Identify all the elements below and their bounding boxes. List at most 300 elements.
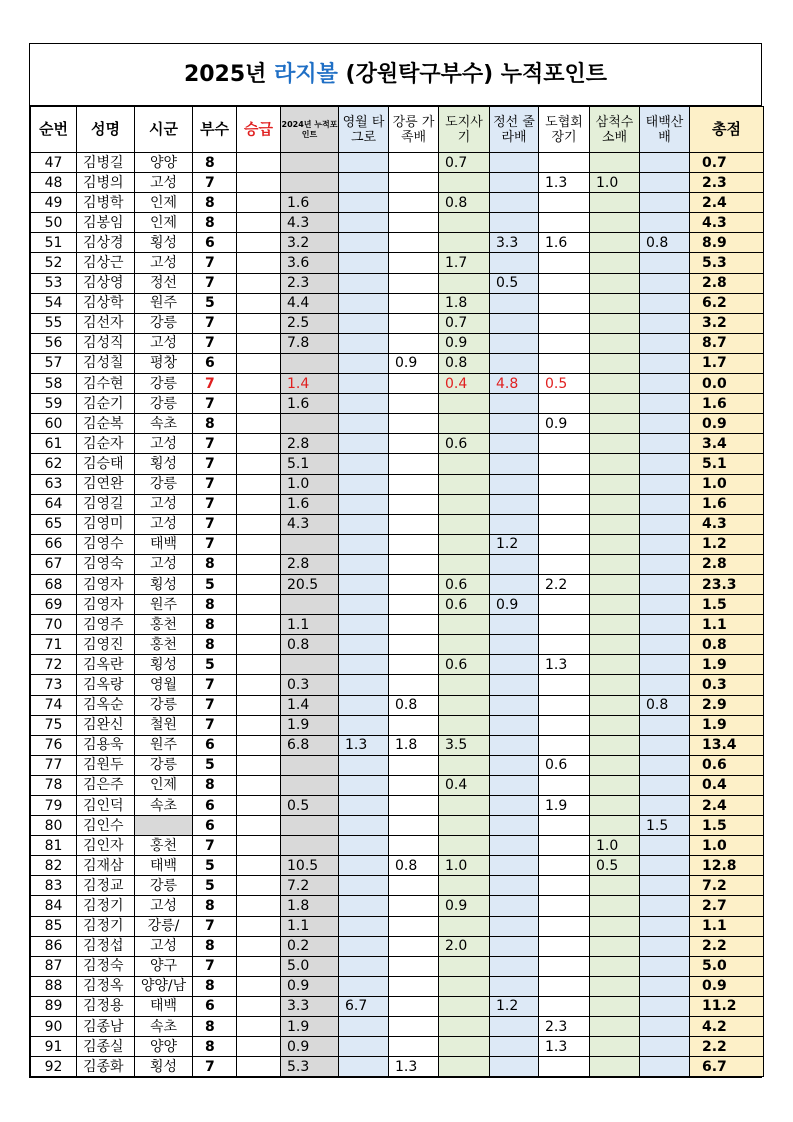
row-taebaeksan <box>640 1057 690 1077</box>
row-governor-cup <box>439 173 490 193</box>
row-jeongseon: 3.3 <box>490 233 539 253</box>
row-taebaeksan <box>640 394 690 414</box>
row-jeongseon <box>490 1017 539 1037</box>
row-city: 태백 <box>135 856 193 876</box>
row-association-cup <box>539 193 590 213</box>
row-division: 8 <box>193 896 237 916</box>
header-gangneung: 강릉 가족배 <box>389 107 439 153</box>
row-number: 77 <box>31 755 77 775</box>
row-number: 72 <box>31 655 77 675</box>
row-division: 7 <box>193 474 237 494</box>
row-gangneung <box>389 876 439 896</box>
row-gangneung <box>389 916 439 936</box>
row-city: 횡성 <box>135 454 193 474</box>
row-total: 5.0 <box>690 956 764 976</box>
row-division: 8 <box>193 1017 237 1037</box>
row-number: 86 <box>31 936 77 956</box>
row-taebaeksan <box>640 434 690 454</box>
row-association-cup <box>539 635 590 655</box>
row-samcheok <box>590 996 640 1016</box>
row-2024-points: 1.6 <box>281 394 339 414</box>
row-city: 고성 <box>135 173 193 193</box>
row-city: 고성 <box>135 936 193 956</box>
table-row <box>31 394 764 414</box>
row-samcheok <box>590 896 640 916</box>
row-name: 김원두 <box>77 755 135 775</box>
row-number: 84 <box>31 896 77 916</box>
row-jeongseon <box>490 675 539 695</box>
row-taebaeksan <box>640 153 690 173</box>
row-association-cup <box>539 715 590 735</box>
row-association-cup <box>539 394 590 414</box>
row-taebaeksan <box>640 414 690 434</box>
row-association-cup: 1.6 <box>539 233 590 253</box>
row-gangneung <box>389 816 439 836</box>
row-name: 김영진 <box>77 635 135 655</box>
row-promotion <box>237 675 281 695</box>
row-promotion <box>237 534 281 554</box>
row-total: 2.2 <box>690 936 764 956</box>
row-yeongwol <box>339 233 389 253</box>
row-promotion <box>237 836 281 856</box>
row-division: 8 <box>193 414 237 434</box>
row-2024-points: 5.0 <box>281 956 339 976</box>
row-division: 7 <box>193 394 237 414</box>
row-number: 83 <box>31 876 77 896</box>
row-total: 2.4 <box>690 193 764 213</box>
row-name: 김정섭 <box>77 936 135 956</box>
table-row <box>31 595 764 615</box>
row-promotion <box>237 273 281 293</box>
row-2024-points <box>281 816 339 836</box>
row-gangneung <box>389 153 439 173</box>
page-title <box>30 44 761 106</box>
row-association-cup <box>539 534 590 554</box>
row-yeongwol <box>339 374 389 394</box>
row-number: 55 <box>31 313 77 333</box>
row-promotion <box>237 816 281 836</box>
row-total: 0.7 <box>690 153 764 173</box>
row-promotion <box>237 896 281 916</box>
row-name: 김승태 <box>77 454 135 474</box>
row-jeongseon <box>490 574 539 594</box>
row-number: 74 <box>31 695 77 715</box>
row-name: 김순자 <box>77 434 135 454</box>
row-name: 김정기 <box>77 916 135 936</box>
row-total: 1.5 <box>690 595 764 615</box>
row-division: 8 <box>193 936 237 956</box>
row-total: 2.3 <box>690 173 764 193</box>
row-city: 고성 <box>135 333 193 353</box>
row-taebaeksan <box>640 796 690 816</box>
row-promotion <box>237 916 281 936</box>
row-taebaeksan <box>640 755 690 775</box>
row-taebaeksan <box>640 333 690 353</box>
row-number: 71 <box>31 635 77 655</box>
points-sheet <box>29 43 762 1078</box>
row-samcheok <box>590 293 640 313</box>
row-name: 김용욱 <box>77 735 135 755</box>
row-yeongwol <box>339 976 389 996</box>
row-city: 홍천 <box>135 836 193 856</box>
row-samcheok <box>590 434 640 454</box>
header-division: 부수 <box>193 107 237 153</box>
row-name: 김영숙 <box>77 554 135 574</box>
row-number: 49 <box>31 193 77 213</box>
row-taebaeksan <box>640 474 690 494</box>
row-jeongseon <box>490 896 539 916</box>
row-governor-cup <box>439 715 490 735</box>
row-2024-points: 1.9 <box>281 1017 339 1037</box>
row-jeongseon <box>490 936 539 956</box>
row-promotion <box>237 936 281 956</box>
row-promotion <box>237 434 281 454</box>
row-division: 7 <box>193 374 237 394</box>
table-row <box>31 956 764 976</box>
row-association-cup <box>539 856 590 876</box>
row-samcheok <box>590 153 640 173</box>
row-promotion <box>237 414 281 434</box>
row-city: 강릉 <box>135 394 193 414</box>
row-city: 철원 <box>135 715 193 735</box>
row-governor-cup <box>439 1017 490 1037</box>
row-promotion <box>237 554 281 574</box>
row-association-cup <box>539 554 590 574</box>
row-governor-cup <box>439 675 490 695</box>
row-association-cup: 0.9 <box>539 414 590 434</box>
row-yeongwol <box>339 615 389 635</box>
row-2024-points: 0.3 <box>281 675 339 695</box>
row-total: 1.6 <box>690 394 764 414</box>
row-samcheok <box>590 635 640 655</box>
row-governor-cup: 0.7 <box>439 153 490 173</box>
row-samcheok <box>590 233 640 253</box>
row-division: 7 <box>193 454 237 474</box>
row-samcheok <box>590 313 640 333</box>
row-governor-cup <box>439 635 490 655</box>
row-promotion <box>237 715 281 735</box>
row-division: 7 <box>193 434 237 454</box>
row-jeongseon <box>490 514 539 534</box>
header-name: 성명 <box>77 107 135 153</box>
row-number: 63 <box>31 474 77 494</box>
row-jeongseon <box>490 454 539 474</box>
row-total: 0.0 <box>690 374 764 394</box>
row-name: 김완신 <box>77 715 135 735</box>
row-city: 횡성 <box>135 1057 193 1077</box>
table-row <box>31 796 764 816</box>
row-2024-points: 4.3 <box>281 213 339 233</box>
table-row <box>31 876 764 896</box>
row-division: 8 <box>193 635 237 655</box>
row-number: 68 <box>31 574 77 594</box>
row-city: 속초 <box>135 1017 193 1037</box>
row-2024-points: 0.2 <box>281 936 339 956</box>
row-samcheok <box>590 976 640 996</box>
row-city: 양양 <box>135 153 193 173</box>
row-promotion <box>237 353 281 373</box>
row-governor-cup <box>439 796 490 816</box>
row-jeongseon <box>490 414 539 434</box>
row-division: 7 <box>193 313 237 333</box>
row-yeongwol <box>339 655 389 675</box>
row-association-cup <box>539 474 590 494</box>
row-2024-points: 4.4 <box>281 293 339 313</box>
row-samcheok <box>590 253 640 273</box>
row-division: 5 <box>193 574 237 594</box>
table-row <box>31 836 764 856</box>
row-city: 양양 <box>135 1037 193 1057</box>
table-row <box>31 514 764 534</box>
row-gangneung <box>389 655 439 675</box>
row-city: 평창 <box>135 353 193 373</box>
row-2024-points: 0.8 <box>281 635 339 655</box>
row-yeongwol <box>339 675 389 695</box>
row-governor-cup <box>439 213 490 233</box>
row-yeongwol <box>339 755 389 775</box>
row-governor-cup <box>439 916 490 936</box>
row-samcheok <box>590 936 640 956</box>
row-2024-points: 1.9 <box>281 715 339 735</box>
row-taebaeksan <box>640 976 690 996</box>
row-name: 김종실 <box>77 1037 135 1057</box>
row-association-cup <box>539 273 590 293</box>
row-jeongseon <box>490 153 539 173</box>
row-taebaeksan <box>640 353 690 373</box>
table-row <box>31 253 764 273</box>
row-governor-cup <box>439 816 490 836</box>
row-total: 1.1 <box>690 615 764 635</box>
row-jeongseon: 0.9 <box>490 595 539 615</box>
table-row <box>31 534 764 554</box>
row-samcheok <box>590 414 640 434</box>
row-division: 6 <box>193 233 237 253</box>
row-number: 52 <box>31 253 77 273</box>
row-gangneung <box>389 494 439 514</box>
table-row <box>31 434 764 454</box>
row-gangneung <box>389 554 439 574</box>
row-samcheok <box>590 655 640 675</box>
header-city: 시군 <box>135 107 193 153</box>
row-governor-cup: 0.6 <box>439 574 490 594</box>
row-gangneung <box>389 374 439 394</box>
row-gangneung <box>389 1017 439 1037</box>
row-samcheok <box>590 474 640 494</box>
row-promotion <box>237 213 281 233</box>
row-samcheok <box>590 715 640 735</box>
row-association-cup: 1.3 <box>539 173 590 193</box>
row-city: 강릉 <box>135 755 193 775</box>
row-promotion <box>237 755 281 775</box>
table-row <box>31 936 764 956</box>
row-promotion <box>237 293 281 313</box>
row-promotion <box>237 635 281 655</box>
row-association-cup: 2.3 <box>539 1017 590 1037</box>
row-division: 7 <box>193 534 237 554</box>
row-number: 89 <box>31 996 77 1016</box>
row-taebaeksan <box>640 374 690 394</box>
row-promotion <box>237 876 281 896</box>
row-name: 김정용 <box>77 996 135 1016</box>
row-governor-cup: 0.4 <box>439 775 490 795</box>
row-number: 70 <box>31 615 77 635</box>
row-division: 8 <box>193 615 237 635</box>
row-taebaeksan <box>640 454 690 474</box>
row-samcheok <box>590 615 640 635</box>
row-jeongseon <box>490 474 539 494</box>
row-association-cup <box>539 675 590 695</box>
row-division: 8 <box>193 193 237 213</box>
row-yeongwol <box>339 193 389 213</box>
row-division: 7 <box>193 1057 237 1077</box>
row-name: 김옥랑 <box>77 675 135 695</box>
row-promotion <box>237 1017 281 1037</box>
row-name: 김상경 <box>77 233 135 253</box>
row-samcheok <box>590 514 640 534</box>
row-division: 7 <box>193 273 237 293</box>
table-row <box>31 454 764 474</box>
row-total: 0.3 <box>690 675 764 695</box>
row-2024-points: 6.8 <box>281 735 339 755</box>
row-division: 6 <box>193 816 237 836</box>
row-yeongwol <box>339 916 389 936</box>
table-row <box>31 554 764 574</box>
row-division: 5 <box>193 856 237 876</box>
row-gangneung <box>389 675 439 695</box>
row-gangneung <box>389 193 439 213</box>
row-division: 7 <box>193 715 237 735</box>
row-taebaeksan <box>640 313 690 333</box>
row-name: 김병길 <box>77 153 135 173</box>
row-yeongwol <box>339 253 389 273</box>
row-name: 김수현 <box>77 374 135 394</box>
row-samcheok <box>590 595 640 615</box>
row-taebaeksan: 0.8 <box>640 233 690 253</box>
row-association-cup <box>539 253 590 273</box>
row-governor-cup: 0.6 <box>439 655 490 675</box>
row-city: 강릉 <box>135 313 193 333</box>
row-division: 6 <box>193 796 237 816</box>
row-promotion <box>237 1037 281 1057</box>
row-2024-points: 10.5 <box>281 856 339 876</box>
row-taebaeksan <box>640 856 690 876</box>
row-gangneung <box>389 333 439 353</box>
row-city: 강릉 <box>135 474 193 494</box>
row-2024-points: 1.8 <box>281 896 339 916</box>
row-2024-points <box>281 595 339 615</box>
row-division: 7 <box>193 916 237 936</box>
row-division: 7 <box>193 956 237 976</box>
row-city: 영월 <box>135 675 193 695</box>
table-row <box>31 333 764 353</box>
row-gangneung <box>389 474 439 494</box>
row-association-cup: 2.2 <box>539 574 590 594</box>
row-city: 태백 <box>135 996 193 1016</box>
row-total: 6.2 <box>690 293 764 313</box>
header-number: 순번 <box>31 107 77 153</box>
row-division: 7 <box>193 253 237 273</box>
row-samcheok <box>590 1017 640 1037</box>
row-samcheok <box>590 374 640 394</box>
row-governor-cup <box>439 514 490 534</box>
row-association-cup <box>539 836 590 856</box>
row-gangneung <box>389 313 439 333</box>
row-yeongwol <box>339 293 389 313</box>
row-name: 김옥란 <box>77 655 135 675</box>
row-division: 8 <box>193 153 237 173</box>
row-taebaeksan <box>640 635 690 655</box>
table-row <box>31 374 764 394</box>
row-name: 김봉임 <box>77 213 135 233</box>
row-yeongwol <box>339 796 389 816</box>
row-samcheok <box>590 876 640 896</box>
title-suffix: (강원탁구부수) 누적포인트 <box>337 62 608 87</box>
row-division: 5 <box>193 655 237 675</box>
row-samcheok <box>590 213 640 233</box>
row-taebaeksan <box>640 836 690 856</box>
row-name: 김병의 <box>77 173 135 193</box>
table-row <box>31 695 764 715</box>
row-number: 73 <box>31 675 77 695</box>
row-jeongseon <box>490 173 539 193</box>
row-total: 2.8 <box>690 554 764 574</box>
row-2024-points: 7.8 <box>281 333 339 353</box>
row-samcheok <box>590 554 640 574</box>
row-taebaeksan <box>640 735 690 755</box>
row-governor-cup <box>439 474 490 494</box>
row-promotion <box>237 474 281 494</box>
row-taebaeksan <box>640 494 690 514</box>
row-division: 6 <box>193 735 237 755</box>
row-governor-cup: 0.7 <box>439 313 490 333</box>
row-gangneung <box>389 836 439 856</box>
row-jeongseon <box>490 253 539 273</box>
row-samcheok <box>590 494 640 514</box>
row-number: 59 <box>31 394 77 414</box>
row-association-cup: 1.3 <box>539 655 590 675</box>
row-city: 속초 <box>135 796 193 816</box>
row-division: 7 <box>193 836 237 856</box>
row-yeongwol <box>339 635 389 655</box>
row-governor-cup <box>439 1057 490 1077</box>
table-row <box>31 896 764 916</box>
row-gangneung <box>389 454 439 474</box>
row-division: 6 <box>193 996 237 1016</box>
row-governor-cup <box>439 1037 490 1057</box>
row-division: 8 <box>193 775 237 795</box>
row-gangneung <box>389 293 439 313</box>
row-name: 김성직 <box>77 333 135 353</box>
row-name: 김순복 <box>77 414 135 434</box>
row-jeongseon <box>490 213 539 233</box>
row-name: 김영길 <box>77 494 135 514</box>
row-jeongseon <box>490 193 539 213</box>
row-yeongwol <box>339 1017 389 1037</box>
row-2024-points: 2.8 <box>281 434 339 454</box>
row-name: 김영주 <box>77 615 135 635</box>
row-promotion <box>237 173 281 193</box>
row-promotion <box>237 253 281 273</box>
row-association-cup <box>539 996 590 1016</box>
header-governor-cup: 도지사기 <box>439 107 490 153</box>
row-taebaeksan <box>640 273 690 293</box>
row-jeongseon <box>490 755 539 775</box>
row-name: 김상근 <box>77 253 135 273</box>
row-governor-cup: 1.0 <box>439 856 490 876</box>
row-2024-points <box>281 775 339 795</box>
row-2024-points <box>281 173 339 193</box>
table-row <box>31 173 764 193</box>
